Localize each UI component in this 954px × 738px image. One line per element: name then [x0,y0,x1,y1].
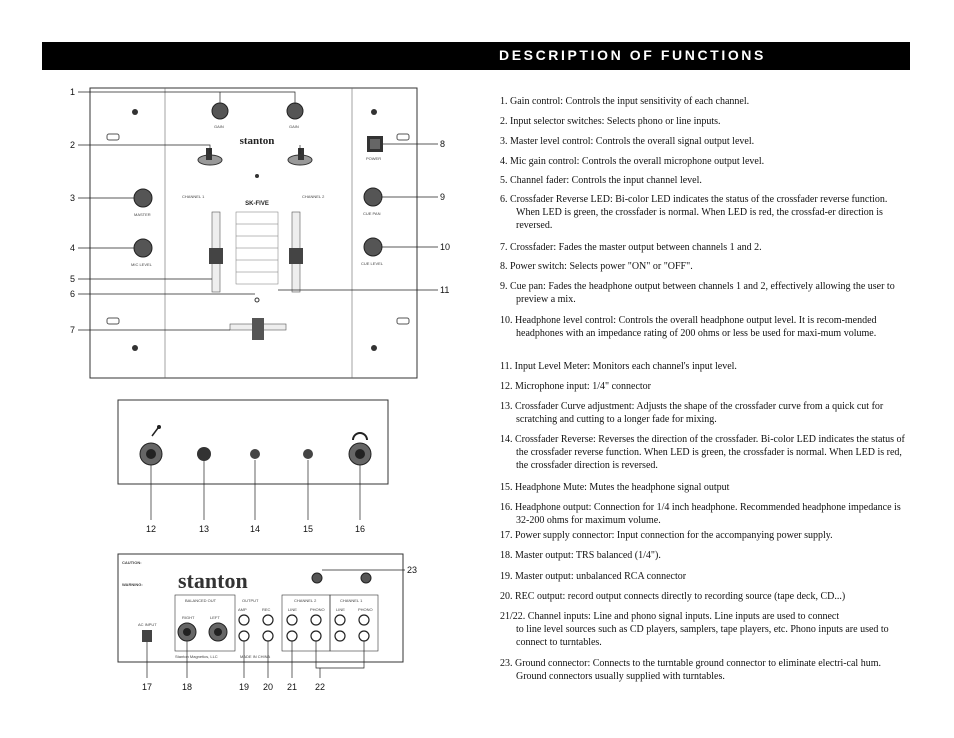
item-number: 23. [500,658,513,669]
callout-19: 19 [239,682,250,692]
list-item [500,481,910,494]
item-number: 10. [500,315,513,326]
right-label: RIGHT [182,615,195,620]
top-panel-diagram [70,87,450,378]
amp-label: AMP [238,607,247,612]
callout-22: 22 [315,682,326,692]
gain-label-1: GAIN [214,124,224,129]
item-number: 21/22. [500,611,526,622]
list-item [500,380,910,393]
list-item [500,529,910,542]
line-label-2: LINE [288,607,297,612]
item-text: Ground connector: Connects to the turntable ground connector to eliminate electri-cal hum. Ground connectors usually supplied with turntables. [515,658,881,682]
item-text: Crossfader Curve adjustment: Adjusts the shape of the crossfader curve from a quick cut for scratching and cutting to a longer fade for mixing. [515,401,884,425]
callout-21: 21 [287,682,298,692]
callout-8: 8 [440,139,446,149]
caution-label: CAUTION: [122,560,142,565]
item-text: Input Level Meter: Monitors each channel's input level. [514,361,737,372]
rear-brand-logo: stanton [178,568,248,593]
callout-4: 4 [70,243,76,253]
callout-5: 5 [70,274,76,284]
item-text: Mic gain control: Controls the overall microphone output level. [510,156,765,167]
item-text: Master output: unbalanced RCA connector [515,571,687,582]
callout-13: 13 [199,524,210,534]
item-number: 5. [500,175,508,186]
callout-14: 14 [250,524,261,534]
list-item [500,590,910,603]
output-label: OUTPUT [242,598,259,603]
master-label: MASTER [134,212,151,217]
list-item [500,280,910,306]
item-text: Headphone Mute: Mutes the headphone signal output [515,482,730,493]
list-item [500,95,910,108]
callout-18: 18 [182,682,193,692]
list-item [500,241,910,254]
item-number: 4. [500,156,508,167]
item-text: Microphone input: 1/4" connector [515,381,651,392]
item-number: 20. [500,591,513,602]
gain-label-2: GAIN [289,124,299,129]
item-number: 14. [500,434,513,445]
list-item [500,135,910,148]
callout-2: 2 [70,140,76,150]
item-number: 17. [500,530,513,541]
list-item [500,115,910,128]
model-label: SK-FIVE [245,201,269,207]
balanced-out-label: BALANCED OUT [185,598,217,603]
mixer-diagrams [60,80,460,700]
rear-panel-diagram [118,554,417,692]
header-bar [42,42,910,70]
line-label-1: LINE [336,607,345,612]
list-item [500,360,910,373]
callout-16: 16 [355,524,366,534]
page-title: DESCRIPTION OF FUNCTIONS [499,47,766,63]
item-text-continued: to line level sources such as CD players, samplers, tape players, etc. Phono inputs are used to connect to turntables. [516,624,889,648]
item-number: 13. [500,401,513,412]
item-number: 19. [500,571,513,582]
item-number: 7. [500,242,508,253]
item-text: REC output: record output connects directly to recording source (tape deck, CD...) [515,591,846,602]
item-number: 6. [500,194,508,205]
item-text: Crossfader: Fades the master output between channels 1 and 2. [510,242,762,253]
item-text: Crossfader Reverse: Reverses the direction of the crossfader. Bi-color LED indicates the status of the crossfader reverse function. When LED is green, the crossfader is normal. When LED is red, the crossfader direction is reversed. [515,434,905,471]
item-text: Headphone output: Connection for 1/4 inch headphone. Recommended headphone impedance is 32-200 ohms for maximum volume. [515,502,901,526]
item-number: 12. [500,381,513,392]
item-number: 18. [500,550,513,561]
item-number: 2. [500,116,508,127]
rec-label: REC [262,607,271,612]
callout-15: 15 [303,524,314,534]
callout-11: 11 [440,285,450,295]
list-item [500,433,910,472]
callout-12: 12 [146,524,157,534]
left-label: LEFT [210,615,220,620]
list-item [500,657,910,683]
item-number: 8. [500,261,508,272]
item-number: 11. [500,361,513,372]
callout-1: 1 [70,87,76,97]
item-text: Channel inputs: Line and phono signal inputs. Line inputs are used to connect [527,611,840,622]
item-text: Cue pan: Fades the headphone output between channels 1 and 2, effectively allowing the user to preview a mix. [510,281,895,305]
item-number: 1. [500,96,508,107]
list-item [500,174,910,187]
item-text: Channel fader: Controls the input channel level. [510,175,702,186]
list-item [500,193,910,232]
power-label: POWER [366,156,382,161]
item-text: Crossfader Reverse LED: Bi-color LED indicates the status of the crossfader reverse function. When LED is green, the crossfader is normal. When LED is red, the crossfad-er direction is reversed. [510,194,888,231]
made-in-label: MADE IN CHINA [240,654,271,659]
item-number: 16. [500,502,513,513]
ch2-rear-label: CHANNEL 2 [294,598,317,603]
brand-logo: stanton [239,135,275,147]
list-item [500,549,910,562]
list-item [500,400,910,426]
callout-6: 6 [70,289,76,299]
callout-9: 9 [440,192,446,202]
item-number: 9. [500,281,508,292]
list-item [500,501,910,527]
mic-level-label: MIC LEVEL [131,262,152,267]
phono-label-1: PHONO [358,607,373,612]
warning-label: WARNING: [122,582,143,587]
item-number: 15. [500,482,513,493]
item-text: Power supply connector: Input connection for the accompanying power supply. [515,530,833,541]
callout-23: 23 [407,565,418,575]
maker-label: Stanton Magnetics, LLC [175,654,218,659]
item-text: Power switch: Selects power "ON" or "OFF". [510,261,693,272]
callout-17: 17 [142,682,153,692]
callout-3: 3 [70,193,76,203]
callout-20: 20 [263,682,274,692]
item-text: Master level control: Controls the overall signal output level. [510,136,755,147]
item-text: Gain control: Controls the input sensitivity of each channel. [510,96,750,107]
list-item [500,570,910,583]
item-text: Master output: TRS balanced (1/4"). [515,550,661,561]
list-item [500,260,910,273]
list-item [500,155,910,168]
list-item [500,610,910,649]
item-text: Input selector switches: Selects phono or line inputs. [510,116,721,127]
channel1-label: CHANNEL 1 [182,194,205,199]
callout-7: 7 [70,325,76,335]
ac-input-label: AC INPUT [138,622,157,627]
phono-label-2: PHONO [310,607,325,612]
channel2-label: CHANNEL 2 [302,194,325,199]
front-panel-diagram [118,400,388,534]
cue-level-label: CUE LEVEL [361,261,384,266]
list-item [500,314,910,340]
cue-pan-label: CUE PAN [363,211,381,216]
callout-10: 10 [440,242,451,252]
item-number: 3. [500,136,508,147]
ch1-rear-label: CHANNEL 1 [340,598,363,603]
item-text: Headphone level control: Controls the overall headphone output level. It is recom-mended headphones with an impedance rating of 200 ohms or less be used for maxi-mum volume. [515,315,877,339]
